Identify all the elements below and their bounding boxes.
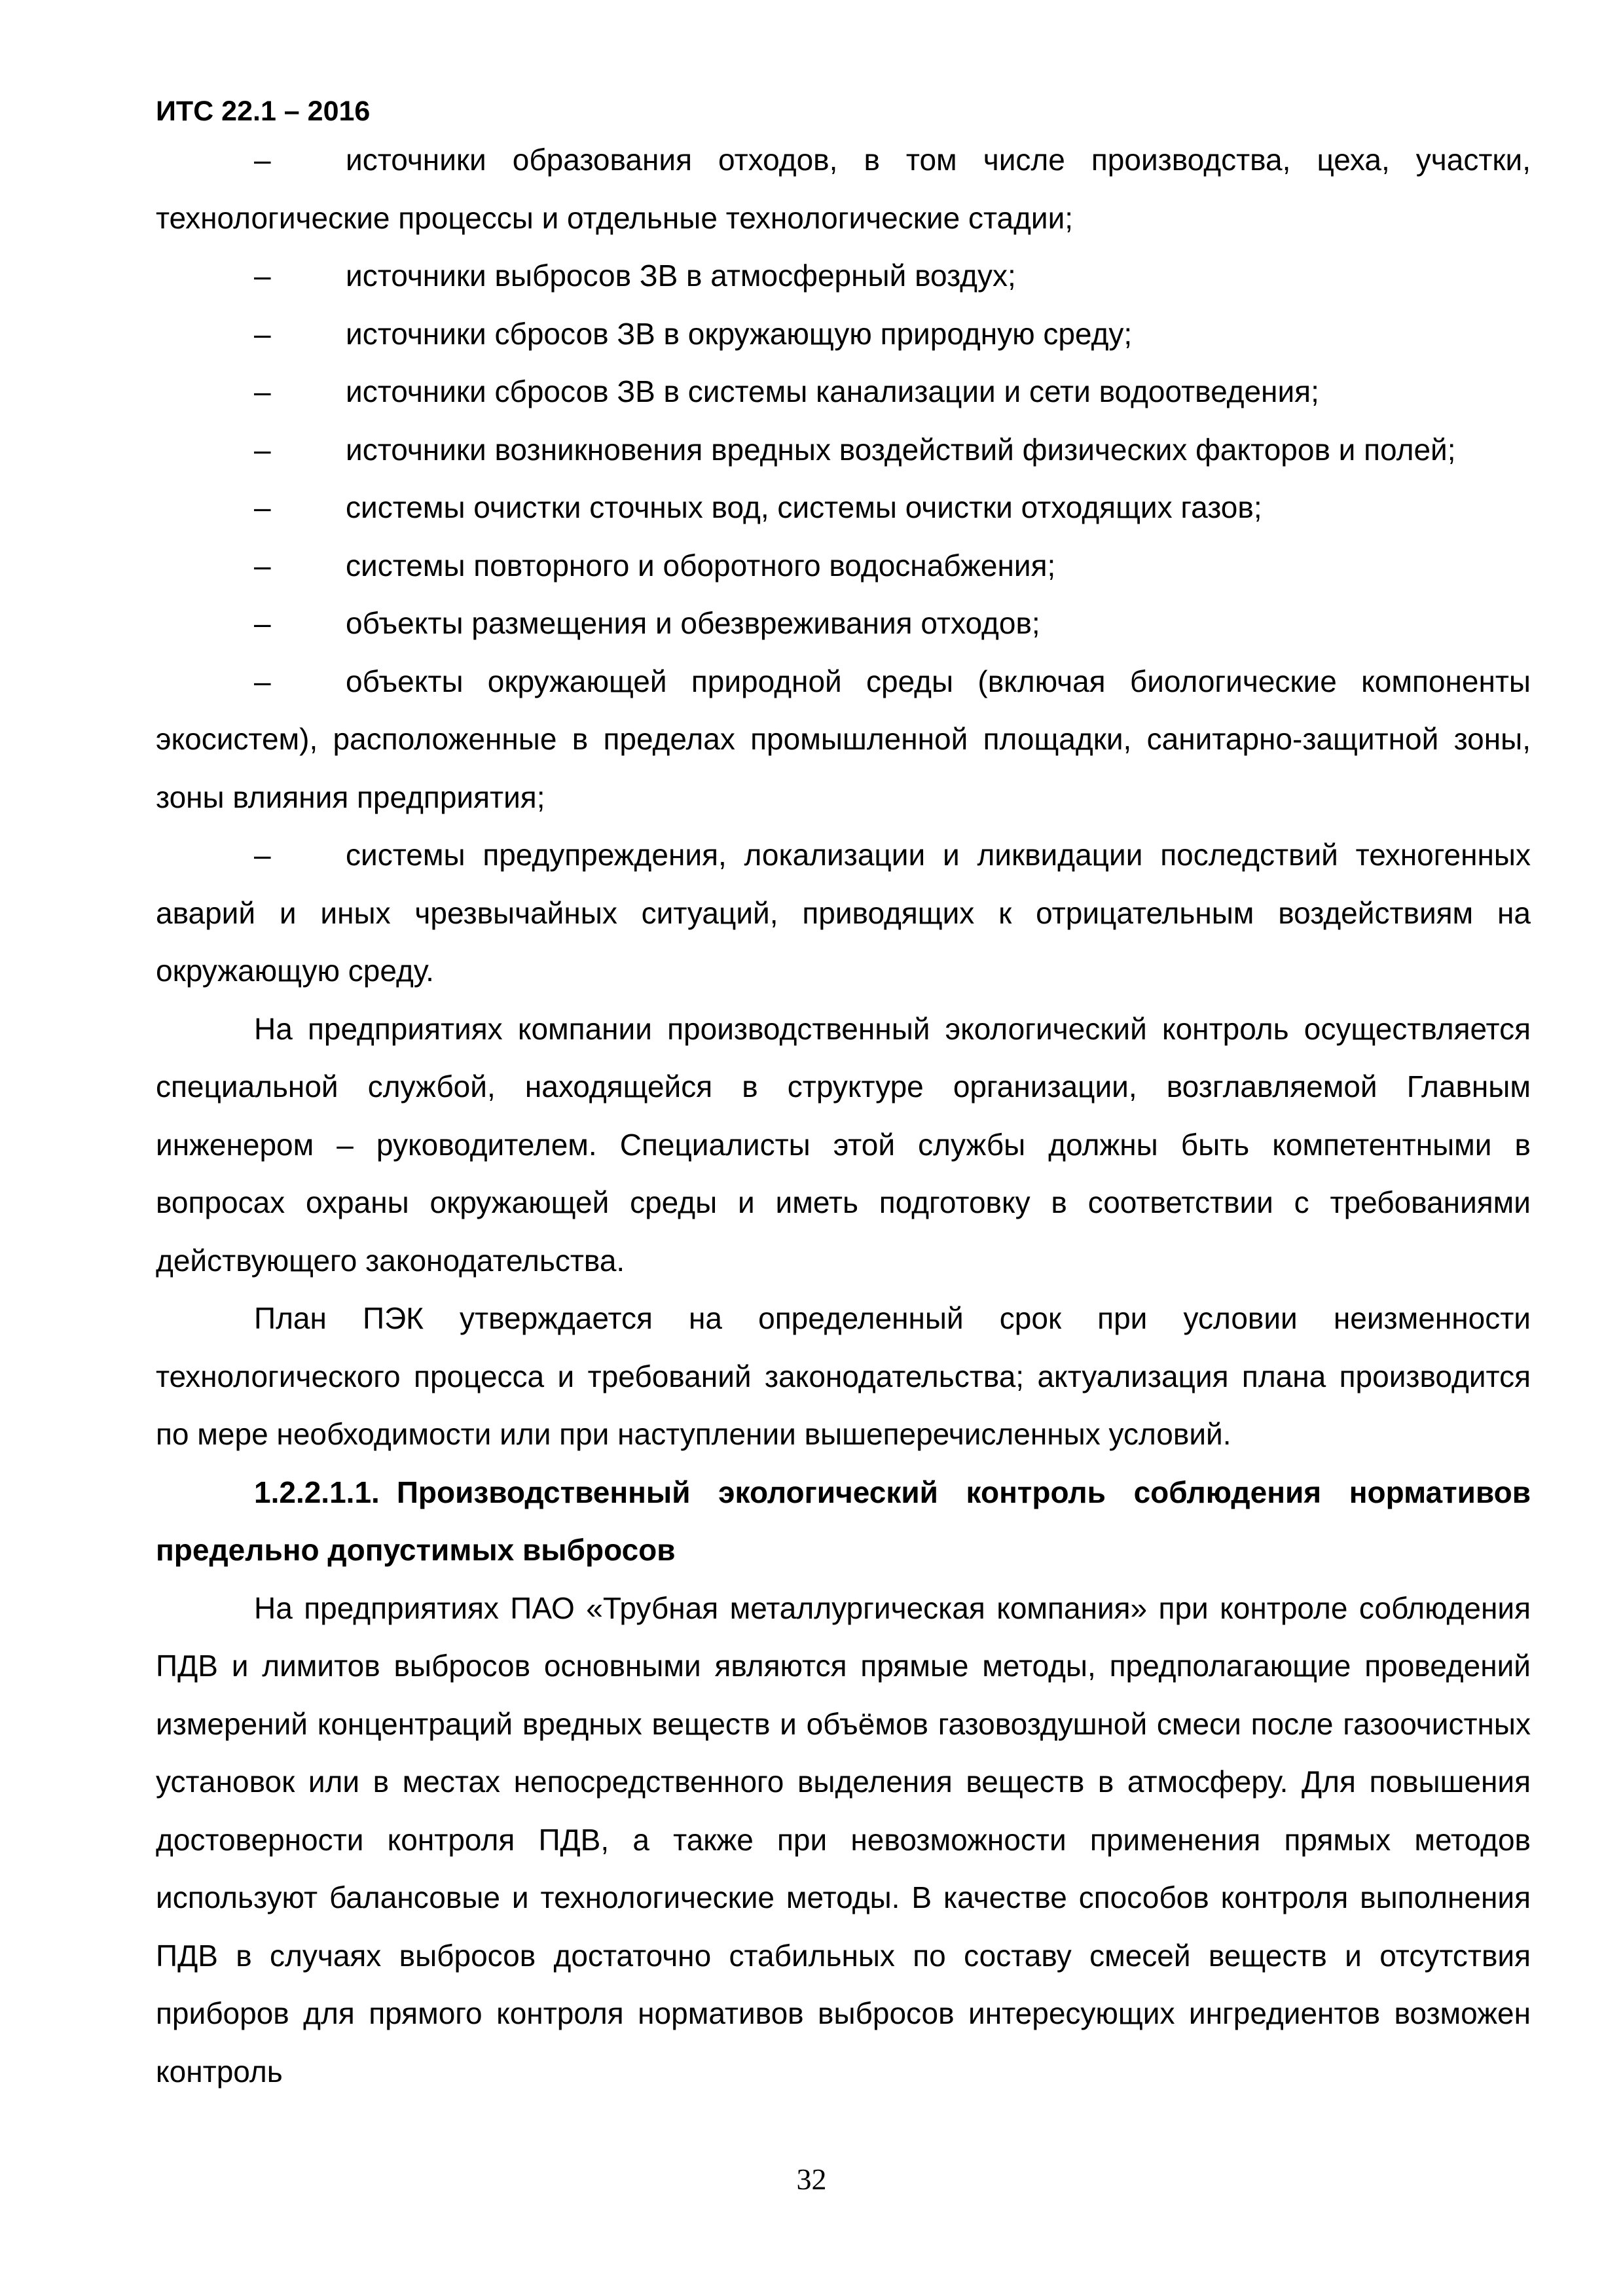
list-dash: –	[254, 316, 271, 351]
list-dash: –	[254, 606, 271, 640]
list-item	[156, 478, 1531, 537]
page-number: 32	[796, 2162, 827, 2196]
list-dash: –	[254, 548, 271, 583]
list-item-text: системы предупреждения, локализации и ликвидации последствий техногенных аварий и иных чрезвычайных ситуаций, приводящих к отрицательным воздействиям на окружающую среду.	[156, 838, 1531, 988]
list-dash: –	[254, 374, 271, 408]
list-item-text: объекты размещения и обезвреживания отходов;	[346, 606, 1040, 640]
list-item-text: источники выбросов ЗВ в атмосферный воздух;	[346, 259, 1016, 293]
list-item	[156, 247, 1531, 305]
list-item	[156, 363, 1531, 421]
list-item-text: системы повторного и оборотного водоснабжения;	[346, 548, 1056, 583]
paragraph-monitoring-service: На предприятиях компании производственный экологический контроль осуществляется специальной службой, находящейся в структуре организации, возглавляемой Главным инженером – руководителем. Специалисты этой службы должны быть компетентными в вопросах охраны окружающей среды и иметь подготовку в соответствии с требованиями действующего законодательства.	[156, 1011, 1531, 1278]
paragraph-pek-plan: План ПЭК утверждается на определенный срок при условии неизменности технологического процесса и требований законодательства; актуализация плана производится по мере необходимости или при наступлении вышеперечисленных условий.	[156, 1301, 1531, 1451]
paragraph-emission-control: На предприятиях ПАО «Трубная металлургическая компания» при контроле соблюдения ПДВ и лимитов выбросов основными являются прямые методы, предполагающие проведений измерений концентраций вредных веществ и объёмов газовоздушной смеси после газоочистных установок или в местах непосредственного выделения веществ в атмосферу. Для повышения достоверности контроля ПДВ, а также при невозможности применения прямых методов используют балансовые и технологические методы. В качестве способов контроля выполнения ПДВ в случаях выбросов достаточно стабильных по составу смесей веществ и отсутствия приборов для прямого контроля нормативов выбросов интересующих ингредиентов возможен контроль	[156, 1590, 1531, 2089]
section-heading	[156, 1463, 1531, 1579]
list-dash: –	[254, 664, 271, 698]
list-item-text: источники образования отходов, в том числе производства, цеха, участки, технологические процессы и отдельные технологические стадии;	[156, 143, 1531, 235]
list-item-text: источники возникновения вредных воздействий физических факторов и полей;	[346, 432, 1456, 467]
list-item-text: источники сбросов ЗВ в системы канализации и сети водоотведения;	[346, 374, 1319, 408]
document-page	[156, 92, 1531, 2100]
list-item	[156, 131, 1531, 247]
list-item-text: объекты окружающей природной среды (включая биологические компоненты экосистем), расположенные в пределах промышленной площадки, санитарно-защитной зоны, зоны влияния предприятия;	[156, 664, 1531, 814]
list-dash: –	[254, 259, 271, 293]
list-item	[156, 305, 1531, 363]
document-body	[156, 131, 1531, 2100]
list-item-text: источники сбросов ЗВ в окружающую природную среду;	[346, 316, 1133, 351]
list-dash: –	[254, 143, 271, 177]
list-dash: –	[254, 490, 271, 524]
list-dash: –	[254, 432, 271, 467]
list-item	[156, 594, 1531, 653]
document-code-header: ИТС 22.1 – 2016	[156, 96, 371, 127]
list-item	[156, 826, 1531, 1000]
section-number: 1.2.2.1.1.	[254, 1475, 380, 1509]
section-title: Производственный экологический контроль соблюдения нормативов предельно допустимых выбросов	[156, 1475, 1531, 1567]
list-dash: –	[254, 838, 271, 872]
list-item-text: системы очистки сточных вод, системы очистки отходящих газов;	[346, 490, 1262, 524]
list-item	[156, 653, 1531, 827]
list-item	[156, 421, 1531, 479]
list-item	[156, 537, 1531, 595]
